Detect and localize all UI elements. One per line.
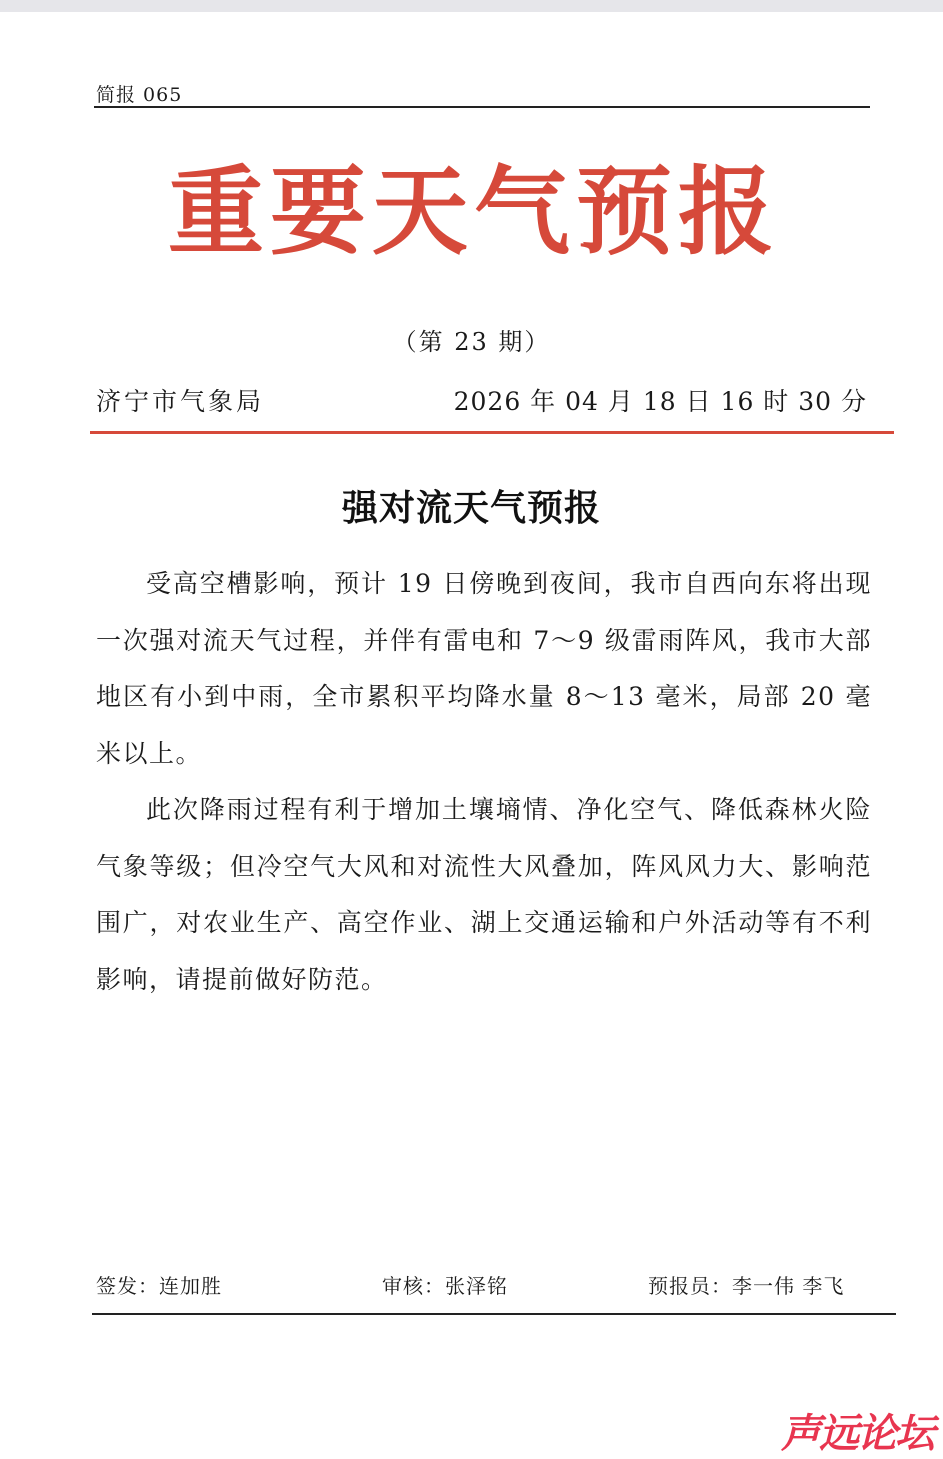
paragraph: 受高空槽影响，预计 19 日傍晚到夜间，我市自西向东将出现一次强对流天气过程，并伴有雷电和 7～9 级雷雨阵风，我市大部地区有小到中雨，全市累积平均降水量 8～13 毫米，局部 20 毫米以上。 — [96, 569, 872, 768]
serial-number: 简报 065 — [96, 84, 183, 106]
organization: 济宁市气象局 — [96, 387, 265, 416]
reviewer-signature: 审核：张泽铭 — [382, 1274, 508, 1298]
paragraph: 此次降雨过程有利于增加土壤墒情、净化空气、降低森林火险气象等级；但冷空气大风和对流性大风叠加，阵风风力大、影响范围广，对农业生产、高空作业、湖上交通运输和户外活动等有不利影响，请提前做好防范。 — [96, 795, 872, 994]
masthead-title: 重要天气预报 — [168, 155, 780, 268]
top-rule — [94, 106, 870, 108]
watermark-logo: 声远论坛 — [781, 1411, 933, 1457]
top-bar — [0, 0, 943, 12]
issue-datetime: 2026 年 04 月 18 日 16 时 30 分 — [453, 387, 867, 416]
document-body — [96, 556, 872, 1008]
red-divider — [90, 431, 894, 434]
issuer-signature: 签发：连加胜 — [96, 1274, 222, 1298]
document-title: 强对流天气预报 — [341, 487, 601, 529]
issue-number: （第 23 期） — [392, 328, 551, 356]
bottom-rule — [92, 1313, 896, 1315]
forecasters-signature: 预报员：李一伟 李飞 — [648, 1274, 845, 1298]
